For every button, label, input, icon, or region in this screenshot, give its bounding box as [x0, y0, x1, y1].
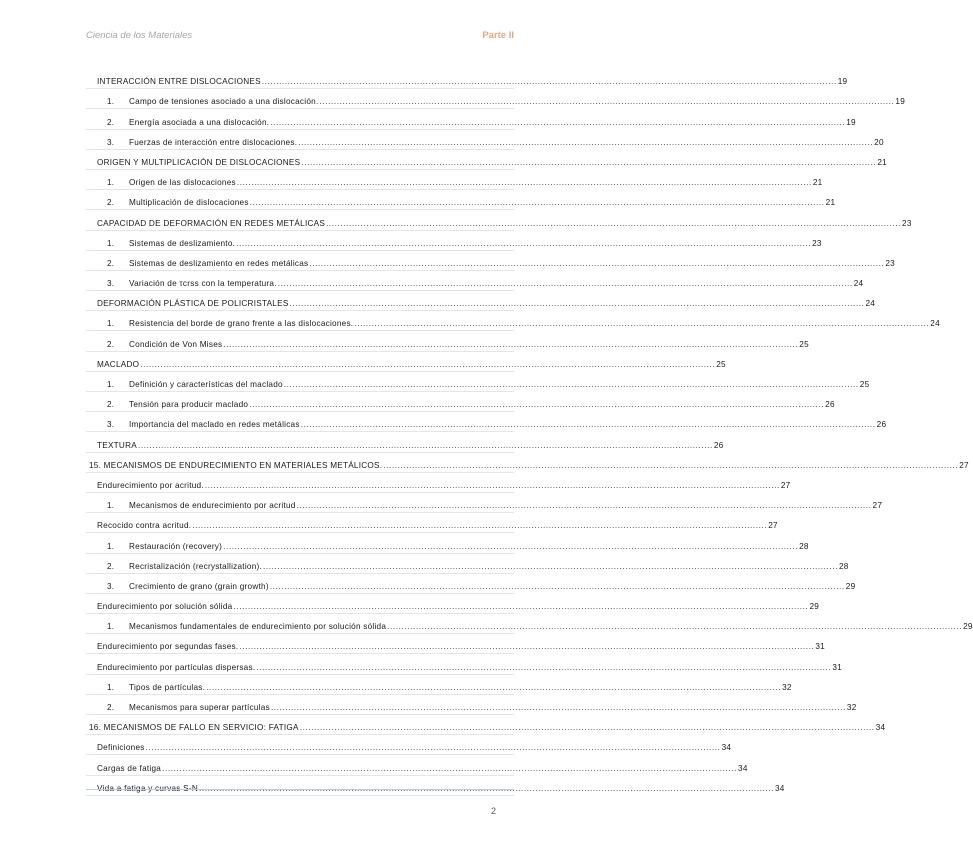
toc-entry-number: 3. [107, 279, 115, 289]
toc-entry-title: Crecimiento de grano (grain growth) [129, 581, 269, 591]
toc-entry-page: 21 [877, 157, 887, 167]
page-header [86, 30, 514, 46]
toc-entry-title: Resistencia del borde de grano frente a las dislocaciones. [129, 319, 354, 329]
toc-entry-number: 3. [107, 581, 115, 591]
toc-entry[interactable] [86, 614, 973, 634]
toc-entry-title: Condición de Von Mises [129, 339, 223, 349]
toc-entry-title: 16. MECANISMOS DE FALLO EN SERVICIO: FATIGA [89, 723, 299, 733]
toc-entry-title: Origen de las dislocaciones [129, 178, 236, 188]
dot-leader: ........................................................................................................................................................................................................ [233, 602, 809, 612]
toc-entry-title: MACLADO [97, 359, 140, 369]
dot-leader: ........................................................................................................................................................................................................ [383, 460, 959, 470]
toc-entry-number: 1. [107, 178, 115, 188]
toc-entry-page: 34 [774, 783, 785, 793]
toc-entry-title: Sistemas de deslizamiento en redes metálicas [129, 258, 309, 268]
toc-entry[interactable] [86, 533, 809, 553]
toc-entry[interactable] [86, 130, 884, 150]
dot-leader: ........................................................................................................................................................................................................ [145, 743, 721, 753]
dot-leader: ........................................................................................................................................................................................................ [270, 703, 846, 712]
page-number: 2 [490, 806, 496, 816]
toc-entry-title: 15. MECANISMOS DE ENDURECIMIENTO EN MATERIALES METÁLICOS. [89, 460, 383, 470]
toc-entry[interactable] [86, 69, 848, 89]
toc-entry[interactable] [86, 352, 726, 372]
header-part-label: Parte II [482, 30, 514, 41]
toc-entry-title: INTERACCIÓN ENTRE DISLOCACIONES [97, 77, 261, 87]
toc-entry-title: Restauración (recovery) [129, 541, 223, 551]
toc-entry[interactable] [86, 372, 870, 392]
toc-entry-page: 27 [780, 480, 791, 490]
toc-entry[interactable] [86, 89, 906, 109]
toc-entry-page: 21 [812, 178, 823, 188]
toc-entry[interactable] [86, 574, 856, 594]
header-book-title: Ciencia de los Materiales [86, 30, 193, 41]
dot-leader: ........................................................................................................................................................................................................ [319, 97, 895, 107]
toc-entry-number: 1. [107, 319, 115, 329]
toc-entry[interactable] [86, 190, 836, 210]
dot-leader: ........................................................................................................................................................................................................ [354, 319, 930, 329]
toc-entry[interactable] [86, 453, 969, 473]
toc-entry-title: Importancia del maclado en redes metálicas [129, 420, 300, 430]
dot-leader: ........................................................................................................................................................................................................ [256, 662, 832, 672]
toc-entry-page: 27 [768, 521, 778, 531]
dot-leader: ........................................................................................................................................................................................................ [298, 137, 874, 147]
toc-entry-page: 23 [812, 238, 822, 248]
toc-entry-page: 34 [875, 723, 886, 733]
toc-entry-title: Endurecimiento por acritud. [97, 480, 204, 490]
toc-entry-number: 1. [107, 541, 115, 551]
toc-entry[interactable] [86, 554, 849, 574]
toc-entry-title: Campo de tensiones asociado a una dislocación. [129, 97, 319, 107]
dot-leader: ........................................................................................................................................................................................................ [300, 420, 876, 430]
dot-leader: ........................................................................................................................................................................................................ [269, 581, 845, 591]
toc-entry-title: Recristalización (recrystallization). [129, 561, 263, 571]
toc-entry-title: Definiciones [97, 743, 145, 753]
toc-entry-title: Energía asociada a una dislocación. [129, 117, 270, 127]
toc-entry-title: Tensión para producir maclado [129, 400, 249, 410]
toc-entry-title: ORIGEN Y MULTIPLICACIÓN DE DISLOCACIONES [97, 157, 301, 167]
toc-entry-number: 2. [107, 703, 115, 712]
toc-entry-page: 25 [799, 339, 809, 349]
dot-leader: ........................................................................................................................................................................................................ [140, 359, 716, 369]
toc-entry-page: 26 [876, 420, 887, 430]
toc-entry[interactable] [86, 715, 886, 735]
toc-entry[interactable] [86, 493, 883, 513]
toc-entry-page: 31 [832, 662, 842, 672]
toc-entry-number: 1. [107, 622, 115, 632]
toc-entry-page: 19 [846, 117, 856, 127]
toc-entry-page: 32 [782, 682, 792, 692]
toc-entry-number: 2. [107, 117, 115, 127]
dot-leader: ........................................................................................................................................................................................................ [206, 682, 782, 692]
toc-entry-page: 28 [799, 541, 809, 551]
dot-leader: ........................................................................................................................................................................................................ [162, 763, 738, 773]
toc-entry-number: 1. [107, 97, 115, 107]
toc-entry[interactable] [86, 675, 792, 695]
dot-leader: ........................................................................................................................................................................................................ [261, 77, 837, 87]
toc-entry[interactable] [86, 755, 748, 775]
dot-leader: ........................................................................................................................................................................................................ [296, 501, 872, 511]
toc-entry[interactable] [86, 150, 887, 170]
dot-leader: ........................................................................................................................................................................................................ [204, 480, 780, 490]
toc-entry-page: 34 [721, 743, 732, 753]
toc-entry[interactable] [86, 776, 785, 796]
toc-entry[interactable] [86, 170, 823, 190]
toc-entry-page: 29 [845, 581, 856, 591]
dot-leader: ........................................................................................................................................................................................................ [289, 299, 865, 309]
dot-leader: ........................................................................................................................................................................................................ [263, 561, 838, 571]
toc-entry-page: 21 [825, 198, 836, 208]
toc-entry-number: 2. [107, 400, 115, 410]
toc-entry[interactable] [86, 231, 822, 251]
dot-leader: ........................................................................................................................................................................................................ [326, 218, 902, 228]
toc-entry-title: DEFORMACIÓN PLÁSTICA DE POLICRISTALES [97, 299, 289, 309]
toc-entry-page: 34 [738, 763, 748, 773]
footer-rule [86, 789, 514, 790]
dot-leader: ........................................................................................................................................................................................................ [387, 622, 963, 632]
dot-leader: ........................................................................................................................................................................................................ [249, 400, 825, 410]
toc-entry-title: Definición y características del maclado [129, 380, 283, 389]
toc-entry[interactable] [86, 513, 778, 533]
dot-leader: ........................................................................................................................................................................................................ [236, 238, 812, 248]
dot-leader: ........................................................................................................................................................................................................ [270, 117, 846, 127]
dot-leader: ........................................................................................................................................................................................................ [283, 380, 859, 389]
toc-entry-page: 23 [885, 258, 895, 268]
dot-leader: ........................................................................................................................................................................................................ [299, 723, 875, 733]
toc-entry-title: Mecanismos para superar partículas [129, 703, 270, 712]
toc-entry-page: 24 [930, 319, 940, 329]
toc-entry[interactable] [86, 432, 724, 452]
toc-entry-page: 27 [872, 501, 883, 511]
toc-entry-number: 1. [107, 238, 115, 248]
toc-entry-page: 27 [959, 460, 969, 470]
toc-entry-page: 20 [874, 137, 884, 147]
toc-entry-number: 1. [107, 682, 115, 692]
toc-entry-page: 29 [963, 622, 973, 632]
dot-leader: ........................................................................................................................................................................................................ [236, 178, 812, 188]
toc-entry-page: 23 [902, 218, 912, 228]
toc-entry-page: 19 [895, 97, 906, 107]
dot-leader: ........................................................................................................................................................................................................ [192, 521, 768, 531]
toc-entry[interactable] [86, 735, 732, 755]
toc-entry[interactable] [86, 271, 864, 291]
toc-entry-title: Recocido contra acritud. [97, 521, 192, 531]
toc-entry-number: 2. [107, 561, 115, 571]
toc-entry[interactable] [86, 654, 842, 674]
toc-entry-title: Variación de τcrss con la temperatura. [129, 279, 277, 289]
dot-leader: ........................................................................................................................................................................................................ [137, 440, 713, 450]
toc-entry-page: 29 [809, 602, 820, 612]
toc-entry[interactable] [86, 210, 912, 230]
toc-entry-title: Multiplicación de dislocaciones [129, 198, 249, 208]
toc-entry-title: Endurecimiento por partículas dispersas. [97, 662, 256, 672]
toc-entry-title: Fuerzas de interacción entre dislocaciones. [129, 137, 298, 147]
toc-entry[interactable] [86, 291, 876, 311]
dot-leader: ........................................................................................................................................................................................................ [277, 279, 853, 289]
toc-entry-number: 2. [107, 198, 115, 208]
toc-entry-title: Endurecimiento por solución sólida [97, 602, 233, 612]
toc-entry-page: 26 [713, 440, 724, 450]
toc-entry[interactable] [86, 473, 791, 493]
toc-entry[interactable] [86, 251, 895, 271]
toc-entry[interactable] [86, 331, 809, 351]
toc-entry-page: 24 [865, 299, 876, 309]
dot-leader: ........................................................................................................................................................................................................ [223, 339, 799, 349]
toc-entry-title: Cargas de fatiga [97, 763, 162, 773]
dot-leader: ........................................................................................................................................................................................................ [301, 157, 877, 167]
toc-entry[interactable] [86, 695, 857, 715]
toc-entry[interactable] [86, 634, 825, 654]
dot-leader: ........................................................................................................................................................................................................ [309, 258, 885, 268]
toc-entry-page: 25 [859, 380, 870, 389]
toc-entry-page: 32 [846, 703, 857, 712]
toc-entry-title: CAPACIDAD DE DEFORMACIÓN EN REDES METÁLICAS [97, 218, 326, 228]
toc-entry[interactable] [86, 412, 887, 432]
toc-entry-number: 1. [107, 501, 115, 511]
toc-entry-number: 3. [107, 420, 115, 430]
toc-entry[interactable] [86, 392, 835, 412]
toc-entry-title: Mecanismos fundamentales de endurecimiento por solución sólida [129, 622, 387, 632]
toc-entry-page: 31 [815, 642, 825, 652]
toc-entry-number: 2. [107, 339, 115, 349]
toc-entry-title: Mecanismos de endurecimiento por acritud [129, 501, 296, 511]
toc-entry-page: 24 [853, 279, 864, 289]
toc-entry-title: Tipos de partículas. [129, 682, 206, 692]
toc-entry-title: Sistemas de deslizamiento. [129, 238, 236, 248]
toc-entry-number: 1. [107, 380, 115, 389]
dot-leader: ........................................................................................................................................................................................................ [223, 541, 799, 551]
dot-leader: ........................................................................................................................................................................................................ [199, 783, 774, 793]
toc-entry-title: Vida a fatiga y curvas S-N [97, 783, 199, 793]
table-of-contents [86, 69, 973, 796]
toc-entry[interactable] [86, 109, 856, 129]
dot-leader: ........................................................................................................................................................................................................ [239, 642, 815, 652]
toc-entry[interactable] [86, 311, 940, 331]
toc-entry-number: 3. [107, 137, 115, 147]
toc-entry-page: 28 [838, 561, 849, 571]
dot-leader: ........................................................................................................................................................................................................ [249, 198, 825, 208]
toc-entry-title: Endurecimiento por segundas fases. [97, 642, 239, 652]
toc-entry-title: TEXTURA [97, 440, 137, 450]
toc-entry-number: 2. [107, 258, 115, 268]
toc-entry-page: 19 [837, 77, 848, 87]
toc-entry-page: 26 [825, 400, 835, 410]
toc-entry-page: 25 [716, 359, 726, 369]
toc-entry[interactable] [86, 594, 820, 614]
